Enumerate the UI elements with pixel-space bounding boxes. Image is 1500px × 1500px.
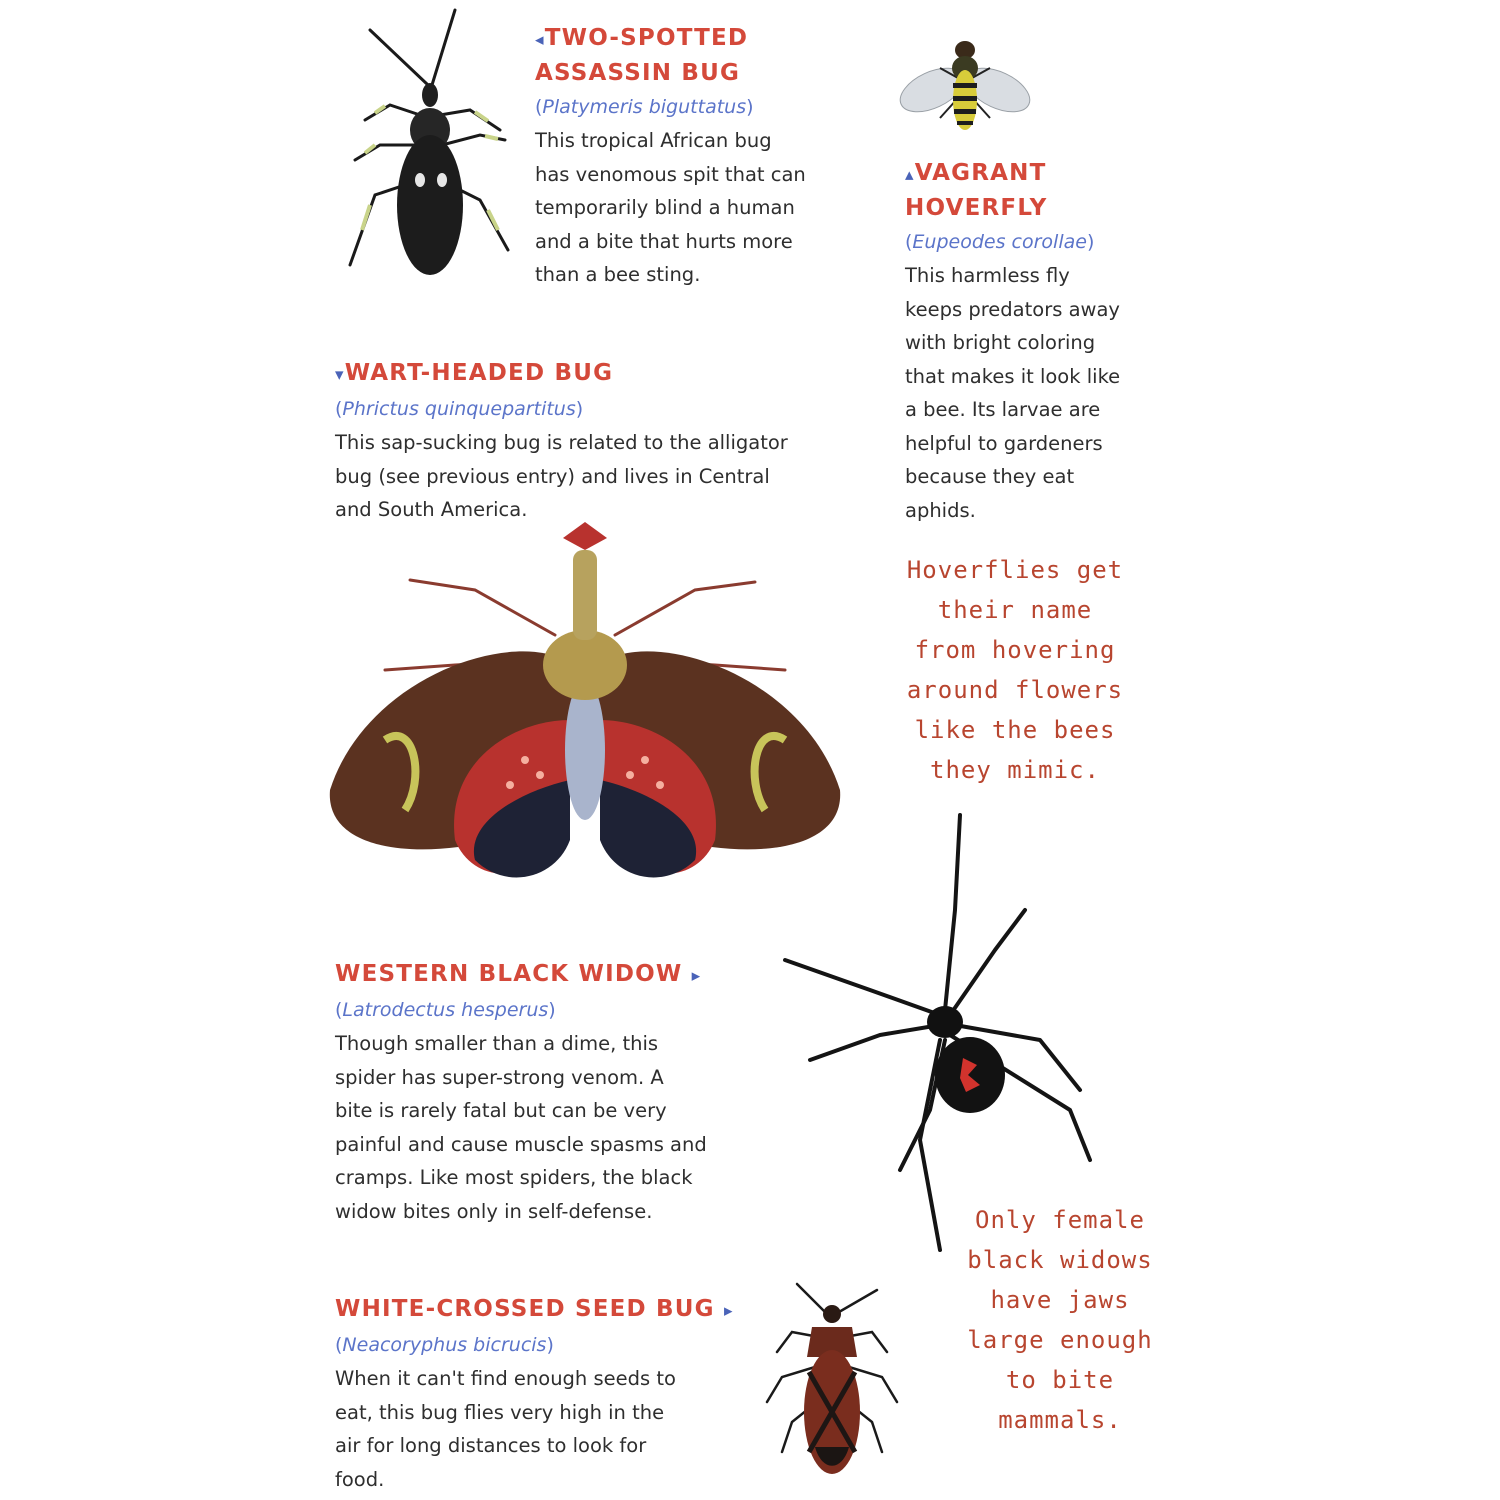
right-arrow-icon: ▸ (723, 1301, 734, 1321)
wart-headed-bug-title: ▾WART-HEADED BUG (335, 360, 614, 386)
hoverfly-illustration (900, 28, 1030, 138)
black-widow-note: Only female black widows have jaws large enough to bite mammals. (967, 1206, 1153, 1434)
black-widow-scientific-name: (Latrodectus hesperus) (335, 999, 556, 1021)
black-widow-title: WESTERN BLACK WIDOW ▸ (335, 961, 702, 987)
assassin-bug-description: This tropical African bug has venomous spit that can temporarily blind a human and a bite that hurts more than a bee sting. (535, 129, 806, 286)
black-widow-illustration (780, 810, 1100, 1250)
black-widow-entry (335, 958, 785, 1228)
hoverfly-title: ▴VAGRANT HOVERFLY (905, 160, 1048, 221)
hoverfly-scientific-name: (Eupeodes corollae) (905, 231, 1095, 253)
assassin-bug-illustration (340, 5, 520, 280)
hoverfly-entry (905, 157, 1175, 527)
seed-bug-scientific-name: (Neacoryphus bicrucis) (335, 1334, 554, 1356)
hoverfly-note: Hoverflies get their name from hovering around flowers like the bees they mimic. (906, 556, 1124, 784)
seed-bug-description: When it can't find enough seeds to eat, this bug flies very high in the air for long distances to look for food. (335, 1367, 676, 1491)
wart-headed-bug-entry (335, 357, 880, 527)
down-arrow-icon: ▾ (335, 365, 345, 385)
up-arrow-icon: ▴ (905, 165, 915, 185)
hoverfly-description: This harmless fly keeps predators away with bright coloring that makes it look like a bee. Its larvae are helpful to gardeners because they eat aphids. (905, 264, 1121, 522)
assassin-bug-title: ◂TWO-SPOTTED ASSASSIN BUG (535, 25, 749, 86)
black-widow-description: Though smaller than a dime, this spider has super-strong venom. A bite is rarely fatal but can be very painful and cause muscle spasms and cramps. Like most spiders, the black widow bites only in self-defense. (335, 1032, 707, 1223)
assassin-bug-scientific-name: (Platymeris biguttatus) (535, 96, 754, 118)
seed-bug-title: WHITE-CROSSED SEED BUG ▸ (335, 1296, 734, 1322)
left-arrow-icon: ◂ (535, 30, 545, 50)
wart-headed-bug-illustration (325, 520, 845, 895)
right-arrow-icon: ▸ (691, 966, 702, 986)
wart-headed-bug-description: This sap-sucking bug is related to the alligator bug (see previous entry) and lives in Central and South America. (335, 431, 788, 521)
wart-headed-bug-scientific-name: (Phrictus quinquepartitus) (335, 398, 584, 420)
assassin-bug-entry (535, 22, 875, 292)
seed-bug-entry (335, 1293, 755, 1496)
seed-bug-illustration (757, 1282, 907, 1482)
